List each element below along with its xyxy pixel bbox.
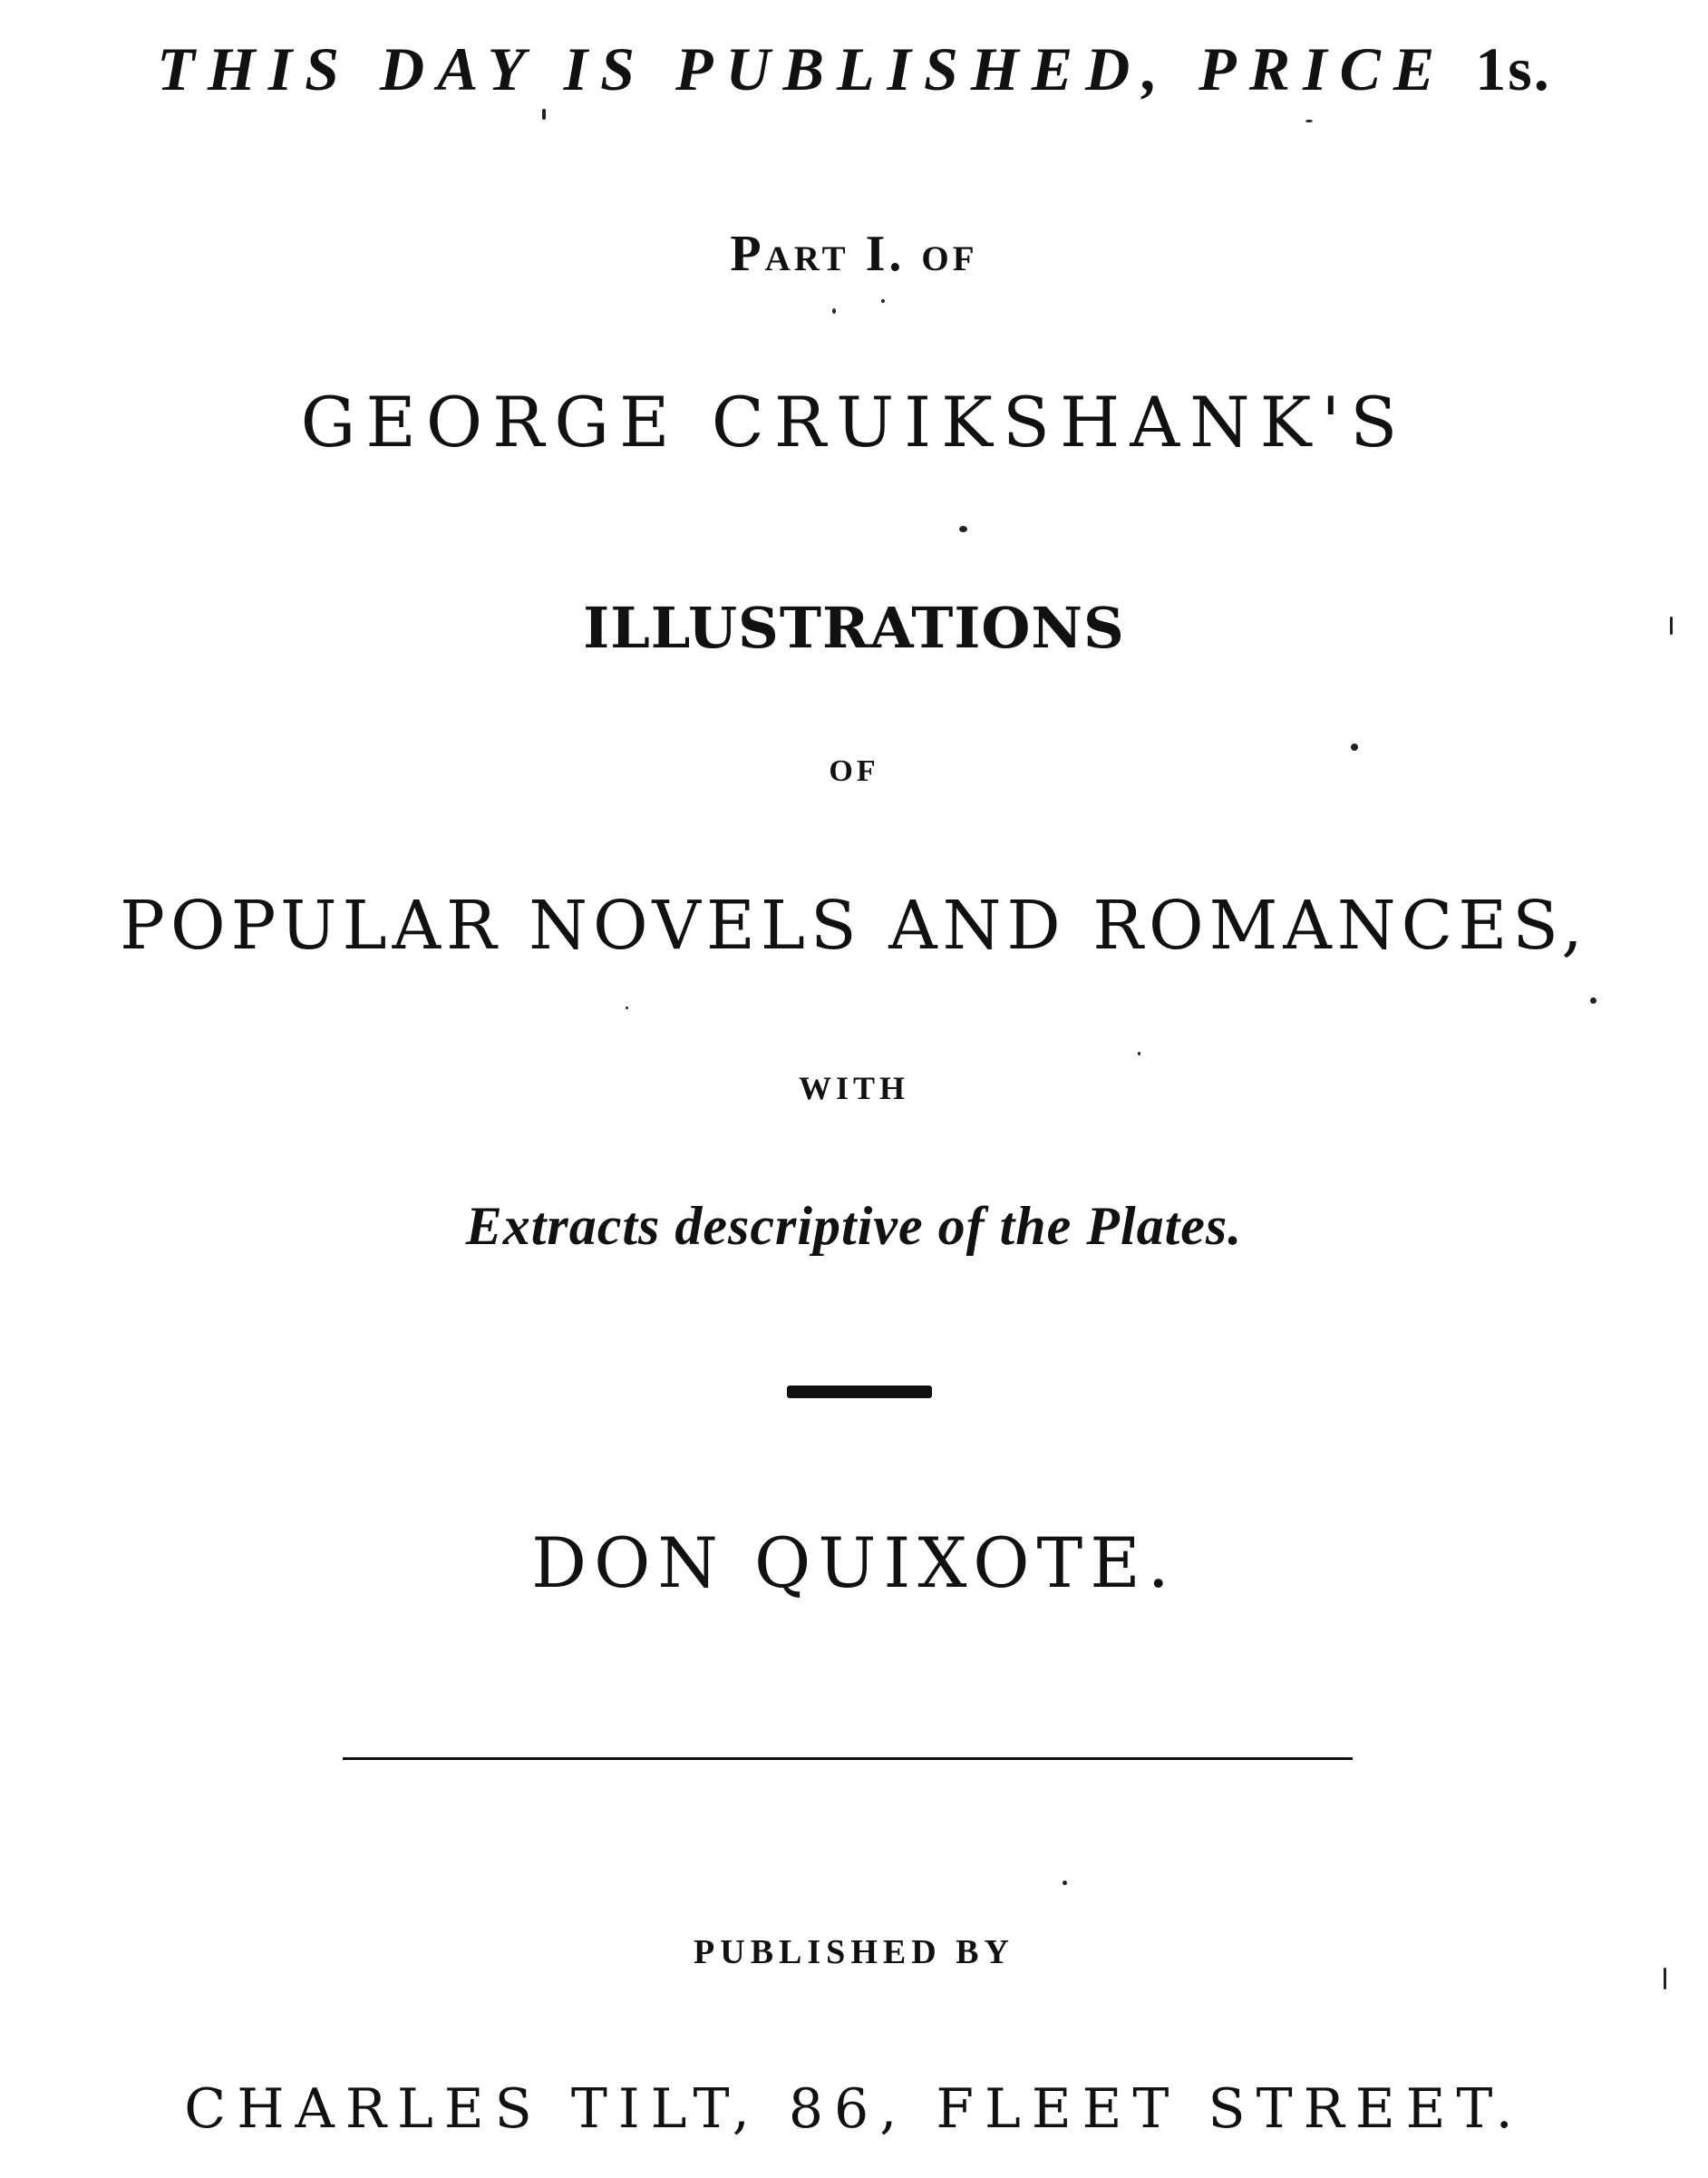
scan-speck [832, 308, 836, 314]
subject-line: POPULAR NOVELS AND ROMANCES, [120, 887, 1588, 965]
scan-speck [542, 109, 546, 120]
scan-speck [881, 299, 885, 303]
publisher-line: CHARLES TILT, 86, FLEET STREET. [184, 2077, 1524, 2141]
scan-speck [959, 526, 967, 532]
author-line: GEORGE CRUIKSHANK'S [300, 382, 1408, 462]
scan-speck [1670, 617, 1673, 635]
scan-speck [1063, 1881, 1067, 1885]
extracts-line: Extracts descriptive of the Plates. [465, 1196, 1243, 1256]
with-line: WITH [798, 1070, 910, 1106]
part-line: Part I. of [730, 226, 978, 282]
scan-speck [1664, 1968, 1666, 1989]
headline [0, 34, 1708, 103]
scan-speck [1305, 120, 1313, 122]
scan-speck [1590, 997, 1596, 1004]
of-line: OF [829, 754, 879, 788]
scan-speck [1351, 744, 1358, 751]
price-text: 1s. [1475, 34, 1551, 103]
long-rule-divider [343, 1757, 1353, 1760]
headline-text: THIS DAY IS PUBLISHED, PRICE [157, 34, 1448, 103]
scan-speck [626, 1006, 628, 1009]
short-rule-divider [787, 1386, 932, 1398]
work-title: DON QUIXOTE. [531, 1522, 1177, 1603]
scan-speck [1138, 1052, 1140, 1055]
illustrations-heading: ILLUSTRATIONS [583, 595, 1125, 661]
published-by-line: PUBLISHED BY [694, 1933, 1014, 1971]
